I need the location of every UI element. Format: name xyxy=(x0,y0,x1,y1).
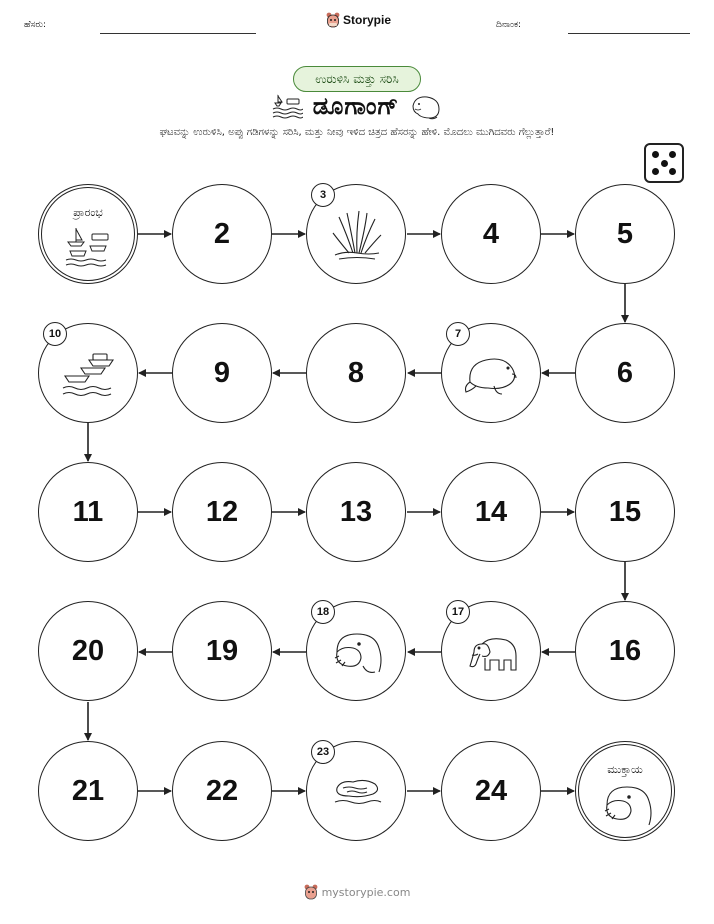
cell-9 xyxy=(172,323,272,423)
cell-23 xyxy=(306,741,406,841)
date-label: ದಿನಾಂಕ: xyxy=(496,20,522,30)
cell-8 xyxy=(306,323,406,423)
seagrass-icon xyxy=(329,205,385,263)
cell-24 xyxy=(441,741,541,841)
cell-22 xyxy=(172,741,272,841)
instructions: ಘಟವನ್ನು ಉರುಳಿಸಿ, ಅಪ್ಪು ಗಡಿಗಳನ್ನು ಸರಿಸಿ, ಮತ್ತು ನೀವು ಇಳಿದ ಚಿತ್ರದ ಹೆಸರನ್ನು ಹೇಳಿ. ಮೊದಲು ಮುಗಿದವರು ಗೆಲ್ಲುತ್ತಾರೆ! xyxy=(159,127,555,138)
cell-12 xyxy=(172,462,272,562)
cell-number: 16 xyxy=(608,634,642,667)
cell-18 xyxy=(306,601,406,701)
cell-10 xyxy=(38,323,138,423)
start-cell xyxy=(38,184,138,284)
cell-number: 24 xyxy=(474,774,508,807)
cell-3 xyxy=(306,184,406,284)
cell-badge: 18 xyxy=(311,600,335,624)
finish-label: ಮುಕ್ತಾಯ xyxy=(607,763,643,776)
cell-number: 13 xyxy=(339,495,373,528)
cell-number: 6 xyxy=(616,356,634,389)
cell-number: 19 xyxy=(205,634,239,667)
cell-2 xyxy=(172,184,272,284)
cell-badge: 7 xyxy=(446,322,470,346)
start-label: ಪ್ರಾರಂಭ xyxy=(73,206,103,219)
cell-4 xyxy=(441,184,541,284)
cell-5 xyxy=(575,184,675,284)
cell-19 xyxy=(172,601,272,701)
cell-number: 4 xyxy=(482,217,500,250)
cell-number: 22 xyxy=(205,774,239,807)
elephant-icon xyxy=(466,632,520,674)
finish-cell xyxy=(575,741,675,841)
cell-badge: 3 xyxy=(311,183,335,207)
name-label: ಹೆಸರು: xyxy=(24,20,47,30)
cell-badge: 17 xyxy=(446,600,470,624)
dugong-face-icon xyxy=(329,626,385,678)
cell-number: 20 xyxy=(71,634,105,667)
cell-21 xyxy=(38,741,138,841)
cell-11 xyxy=(38,462,138,562)
cell-number: 21 xyxy=(71,774,105,807)
footer xyxy=(0,884,714,900)
cell-number: 15 xyxy=(608,495,642,528)
cell-number: 9 xyxy=(213,356,231,389)
water-ripple-icon xyxy=(331,776,383,806)
cell-number: 12 xyxy=(205,495,239,528)
cell-number: 5 xyxy=(616,217,634,250)
cell-number: 2 xyxy=(213,217,231,250)
brand-name: Storypie xyxy=(343,13,392,27)
cell-14 xyxy=(441,462,541,562)
cell-20 xyxy=(38,601,138,701)
footer-url[interactable]: mystorypie.com xyxy=(321,885,411,899)
cell-13 xyxy=(306,462,406,562)
cell-17 xyxy=(441,601,541,701)
cell-number: 8 xyxy=(347,356,365,389)
cell-15 xyxy=(575,462,675,562)
cell-16 xyxy=(575,601,675,701)
activity-badge: ಉರುಳಿಸಿ ಮತ್ತು ಸರಿಸಿ xyxy=(293,66,421,92)
cell-number: 11 xyxy=(72,495,104,528)
cell-6 xyxy=(575,323,675,423)
manatee-icon xyxy=(464,352,520,396)
cell-badge: 10 xyxy=(43,322,67,346)
cell-number: 14 xyxy=(474,495,508,528)
dugong-face-icon xyxy=(601,781,653,829)
cell-badge: 23 xyxy=(311,740,335,764)
boats-icon xyxy=(64,224,114,268)
boats-icon xyxy=(61,350,117,400)
storypie-mascot-icon xyxy=(304,884,318,900)
page-title: ಡೂಗಾಂಗ್ xyxy=(312,92,400,120)
cell-7 xyxy=(441,323,541,423)
